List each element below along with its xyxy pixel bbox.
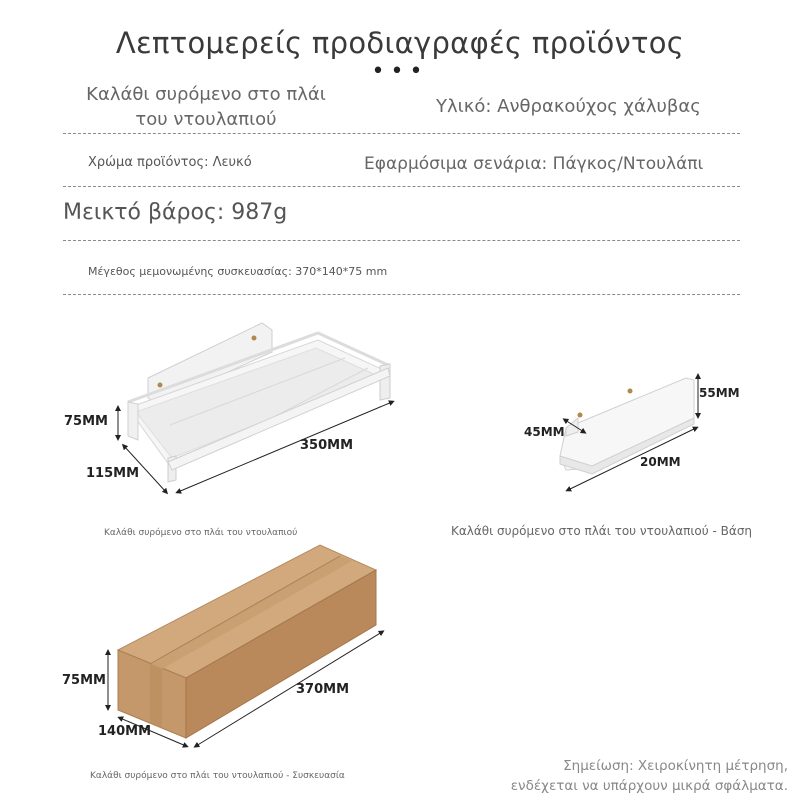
box-height-label: 75MM <box>62 673 106 688</box>
box-depth-label: 140MM <box>98 724 152 739</box>
spec-product-name: Καλάθι συρόμενο στο πλάι του ντουλαπιού <box>86 84 326 130</box>
basket-image <box>118 323 392 492</box>
spec-material: Υλικό: Ανθρακούχος χάλυβας <box>436 96 701 117</box>
title-dots-decoration: ••• <box>371 59 429 84</box>
base-width-label: 20MM <box>640 455 681 469</box>
basket-height-label: 75MM <box>64 414 108 429</box>
basket-caption: Καλάθι συρόμενο στο πλάι του ντουλαπιού <box>104 528 298 538</box>
package-box-image <box>108 545 382 746</box>
spec-weight: Μεικτό βάρος: 987g <box>63 200 288 225</box>
box-caption: Καλάθι συρόμενο στο πλάι του ντουλαπιού - Συσκευασία <box>90 771 345 781</box>
page-title: Λεπτομερείς προδιαγραφές προϊόντος <box>115 26 685 60</box>
box-length-label: 370MM <box>296 682 350 697</box>
basket-depth-label: 115MM <box>86 466 140 481</box>
base-height-label: 55MM <box>699 386 740 400</box>
base-notch-label: 45MM <box>524 425 565 439</box>
note-line-2: ενδέχεται να υπάρχουν μικρά σφάλματα. <box>510 778 788 794</box>
basket-length-label: 350MM <box>300 438 354 453</box>
spec-scenario: Εφαρμόσιμα σενάρια: Πάγκος/Ντουλάπι <box>364 154 704 174</box>
spec-package-size: Μέγεθος μεμονωμένης συσκευασίας: 370*140*75 mm <box>88 265 388 278</box>
base-image <box>560 376 698 490</box>
base-caption: Καλάθι συρόμενο στο πλάι του ντουλαπιού - Βάση <box>451 524 753 538</box>
measurement-note <box>470 756 788 796</box>
spec-color: Χρώμα προϊόντος: Λευκό <box>88 155 252 170</box>
note-line-1: Σημείωση: Χειροκίνητη μέτρηση, <box>563 758 788 774</box>
